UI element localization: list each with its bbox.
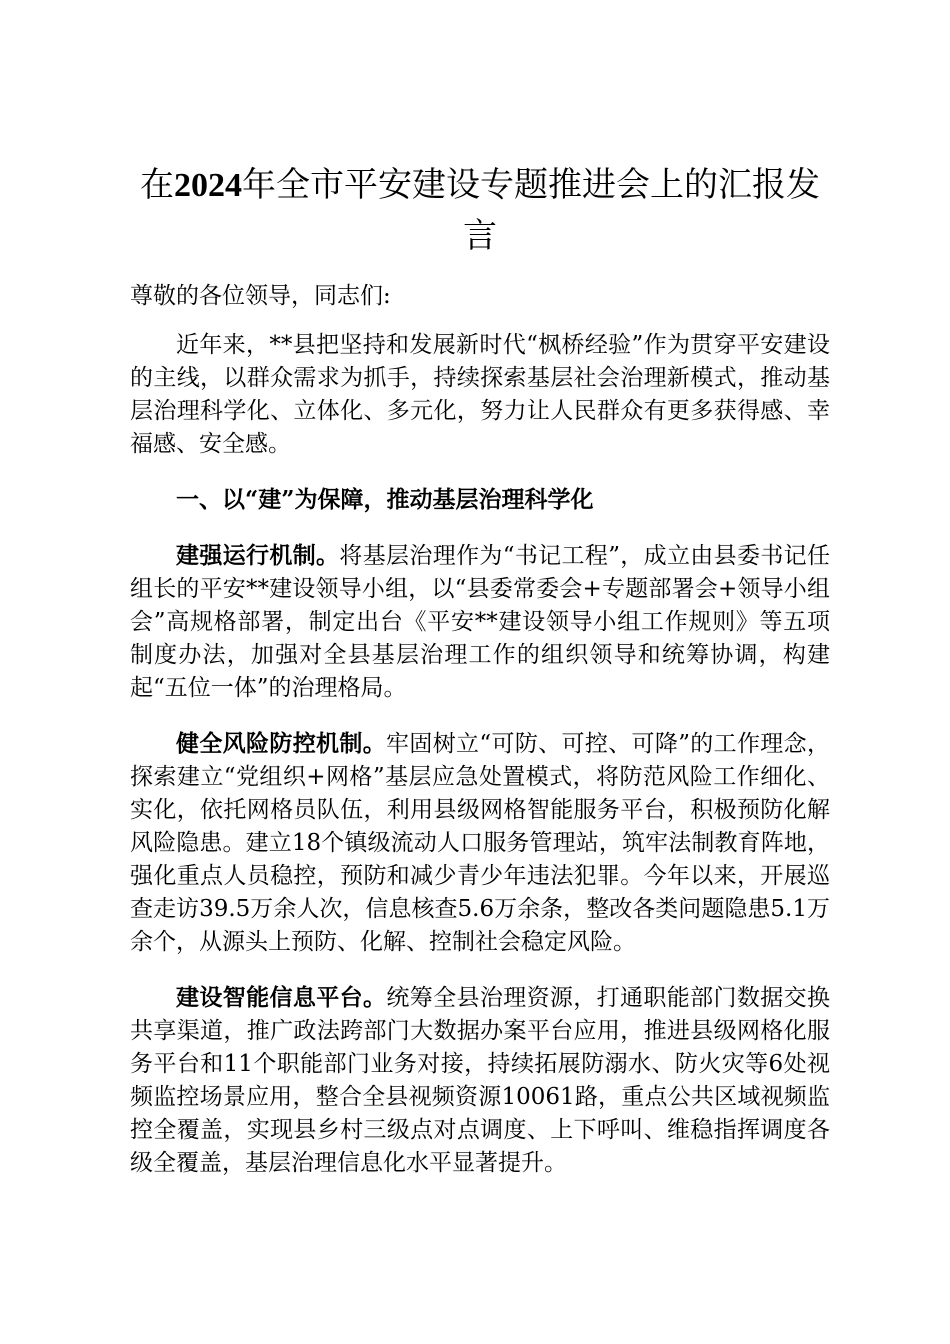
section-heading: 一、以“建”为保障，推动基层治理科学化: [176, 486, 594, 513]
paragraph-lead: 建强运行机制。: [176, 542, 340, 569]
document-title: [130, 160, 830, 261]
paragraph-lead: 建设智能信息平台。: [176, 984, 387, 1011]
paragraph-risk-control: [130, 727, 830, 959]
paragraph-mechanism: [130, 539, 830, 705]
paragraph-body: 将基层治理作为“书记工程”，成立由县委书记任组长的平安**建设领导小组，以“县委常委会+专题部署会+领导小组会”高规格部署，制定出台《平安**建设领导小组工作规则》等五项制度办法，加强对全县基层治理工作的组织领导和统筹协调，构建起“五位一体”的治理格局。: [130, 543, 830, 701]
title-year: 2024: [174, 167, 242, 204]
document-page: [130, 160, 830, 1180]
intro-paragraph: 近年来，**县把坚持和发展新时代“枫桥经验”作为贯穿平安建设的主线，以群众需求为抓手，持续探索基层社会治理新模式，推动基层治理科学化、立体化、多元化，努力让人民群众有更多获得感、幸福感、安全感。: [130, 332, 830, 457]
paragraph-body: 统筹全县治理资源，打通职能部门数据交换共享渠道，推广政法跨部门大数据办案平台应用，推进县级网格化服务平台和11个职能部门业务对接，持续拓展防溺水、防火灾等6处视频监控场景应用，整合全县视频资源10061路，重点公共区域视频监控全覆盖，实现县乡村三级点对点调度、上下呼叫、维稳指挥调度各级全覆盖，基层治理信息化水平显著提升。: [130, 985, 831, 1176]
paragraph-lead: 健全风险防控机制。: [176, 730, 387, 757]
title-prefix: 在: [140, 165, 174, 205]
title-rest: 年全市平安建设专题推进会上的汇报发言: [242, 165, 820, 256]
salutation: 尊敬的各位领导，同志们:: [130, 283, 391, 309]
paragraph-smart-platform: [130, 981, 830, 1180]
paragraph-body: 牢固树立“可防、可控、可降”的工作理念，探索建立“党组织+网格”基层应急处置模式，将防范风险工作细化、实化，依托网格员队伍，利用县级网格智能服务平台，积极预防化解风险隐患。建立18个镇级流动人口服务管理站，筑牢法制教育阵地，强化重点人员稳控，预防和减少青少年违法犯罪。今年以来，开展巡查走访39.5万余人次，信息核查5.6万余条，整改各类问题隐患5.1万余个，从源头上预防、化解、控制社会稳定风险。: [130, 731, 830, 955]
